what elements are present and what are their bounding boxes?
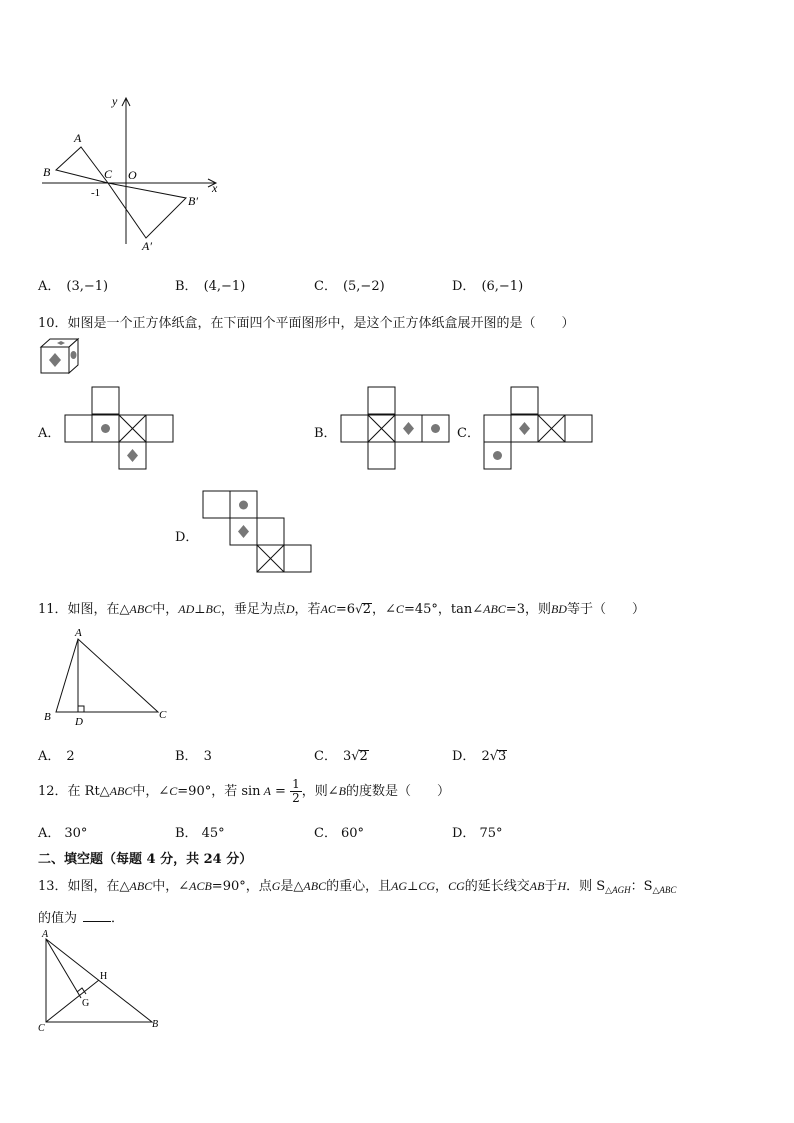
label-a: A: [75, 627, 82, 639]
section-heading: 二、填空题（每题 4 分，共 24 分）: [38, 852, 253, 867]
q10-net-c[interactable]: [483, 386, 597, 472]
q9-option-d[interactable]: [452, 275, 523, 294]
q10-option-b-letter[interactable]: B．: [314, 426, 337, 441]
option-value: (5,−2): [342, 279, 385, 294]
label-bprime: B′: [188, 194, 198, 208]
q10-option-d-letter[interactable]: D．: [175, 530, 199, 545]
option-letter: D．: [452, 279, 476, 294]
label-h: H: [100, 971, 108, 982]
label-b: B: [43, 165, 51, 179]
dot-mark: [239, 501, 248, 510]
q12-option-c[interactable]: C． 60°: [314, 826, 364, 841]
label-y: y: [112, 94, 118, 108]
option-value: (4,−1): [203, 279, 246, 294]
segment-ch: [46, 980, 99, 1022]
option-value: (3,−1): [66, 279, 109, 294]
label-d: D: [75, 716, 83, 728]
dot-mark: [431, 424, 440, 433]
diamond-mark: [127, 449, 138, 462]
q11-option-a[interactable]: A． 2: [38, 749, 75, 764]
triangle-apbpc: [108, 183, 186, 238]
segment-ag: [46, 939, 81, 998]
dot-mark: [101, 424, 110, 433]
q11-option-d[interactable]: D． 2√3: [452, 749, 507, 764]
triangle-abc: [56, 147, 108, 183]
option-letter: B．: [175, 279, 198, 294]
q13-triangle-figure: [36, 928, 166, 1034]
q10-option-a-letter[interactable]: A．: [38, 426, 61, 441]
diamond-mark: [403, 422, 414, 435]
diamond-mark: [519, 422, 530, 435]
label-c: C: [38, 1023, 45, 1034]
q13-stem: 13．如图，在△ABC中，∠ACB=90°，点G是△ABC的重心，且AG⊥CG，CG的延长线交AB于H．则 $S_{\triangle AGH}$：$S_{\triangle ABC}$: [38, 879, 677, 895]
label-o: O: [128, 168, 137, 182]
q10-net-b[interactable]: [340, 386, 454, 472]
answer-blank[interactable]: [83, 909, 111, 922]
right-angle-mark: [78, 706, 84, 712]
label-a: A: [42, 929, 49, 940]
dot-mark: [71, 351, 77, 359]
q11-option-b[interactable]: B． 3: [175, 749, 212, 764]
option-value: (6,−1): [481, 279, 524, 294]
dot-mark: [493, 451, 502, 460]
label-a: A: [74, 131, 82, 145]
label-x: x: [212, 181, 218, 195]
option-letter: A．: [38, 279, 61, 294]
diamond-mark: [238, 525, 249, 538]
q9-option-a[interactable]: [38, 275, 108, 294]
label-b: B: [44, 711, 51, 723]
q10-stem: 10．如图是一个正方体纸盒，在下面四个平面图形中，是这个正方体纸盒展开图的是（ ）: [38, 316, 575, 331]
label-aprime: A′: [142, 239, 152, 253]
q11-triangle-figure: [38, 624, 178, 730]
option-letter: C．: [314, 279, 337, 294]
q11-option-c[interactable]: C． 3√2: [314, 749, 368, 764]
q10-net-d[interactable]: [202, 490, 318, 578]
triangle-abc: [56, 639, 158, 712]
q12-option-a[interactable]: A． 30°: [38, 826, 88, 841]
q10-net-a[interactable]: [64, 386, 178, 472]
label-c: C: [159, 709, 167, 721]
label-neg1: -1: [91, 187, 101, 199]
q9-coordinate-figure: [36, 92, 226, 254]
q10-option-c-letter[interactable]: C．: [457, 426, 480, 441]
q9-option-c[interactable]: [314, 275, 385, 294]
q9-option-b[interactable]: [175, 275, 245, 294]
q12-option-b[interactable]: B． 45°: [175, 826, 225, 841]
label-g: G: [82, 998, 90, 1009]
label-c: C: [104, 167, 113, 181]
label-b: B: [152, 1019, 159, 1030]
q13-stem-line2: 的值为 ．: [38, 911, 125, 926]
q12-option-d[interactable]: D． 75°: [452, 826, 503, 841]
cube-box-figure: [38, 336, 82, 376]
fraction-one-half: $\frac{1}{2}$: [292, 777, 300, 805]
q12-stem: 12．在 Rt△ABC中，∠C=90°，若 sin A = $\frac{1}{2}$ ，则∠B的度数是（ ）: [38, 777, 450, 805]
q11-stem: 11．如图，在△ABC中，AD⊥BC，垂足为点D，若AC=6√2，∠C=45°，tan∠ABC=3，则BD等于（ ）: [38, 602, 645, 617]
